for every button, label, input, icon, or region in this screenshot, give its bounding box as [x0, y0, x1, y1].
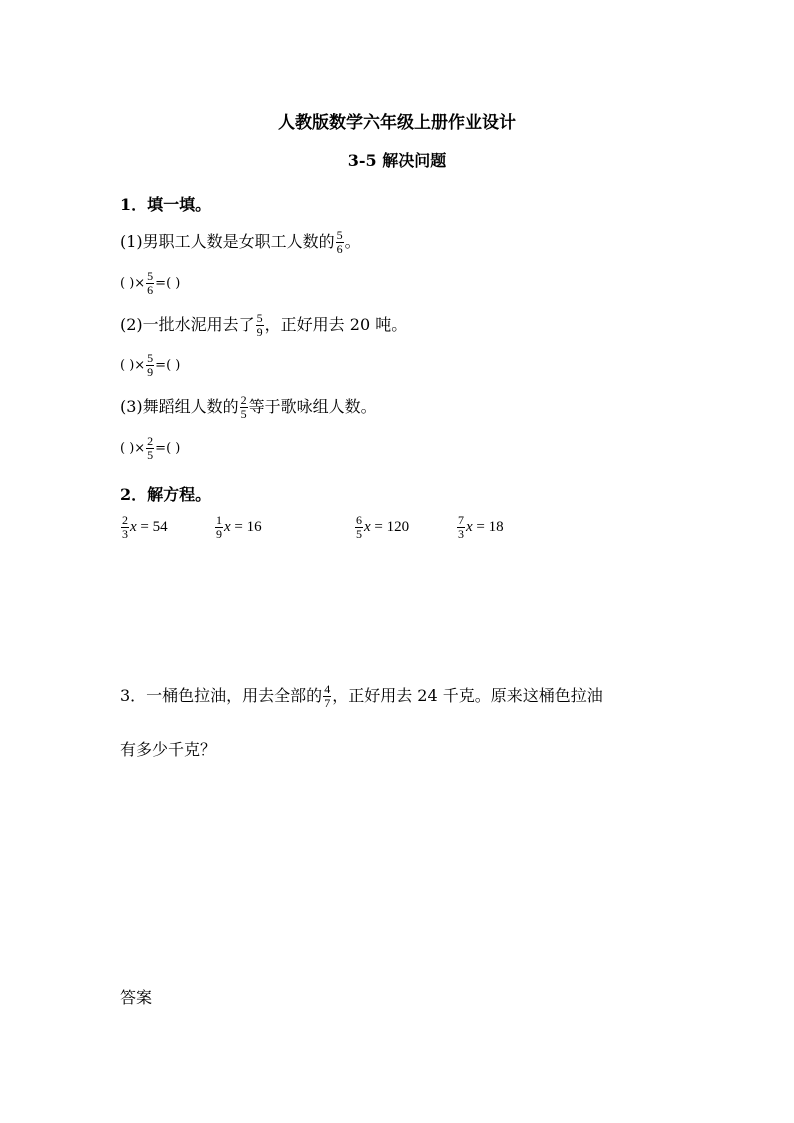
item1-fraction: $\frac{5}{6}$	[336, 228, 343, 256]
item3-statement-post: 等于歌咏组人数。	[248, 397, 377, 416]
equation-4: $\frac{7}{3}$ x = 18	[458, 513, 504, 541]
section1-item-2-blank: ( )× $\frac{5}{9}$ =( )	[120, 351, 181, 379]
section1-item-1-blank: ( )× $\frac{5}{6}$ =( )	[120, 269, 181, 297]
section1-item-1	[120, 229, 361, 256]
item3-fraction: $\frac{2}{5}$	[240, 393, 247, 421]
equation-1: $\frac{2}{3}$ x = 54	[122, 513, 168, 541]
section3-fraction: $\frac{4}{7}$	[324, 682, 331, 710]
item3-statement-pre: (3)舞蹈组人数的	[120, 397, 239, 416]
page-title: 人教版数学六年级上册作业设计	[278, 113, 516, 133]
section3-line2: 有多少千克？	[120, 740, 217, 759]
section1-item-2	[120, 312, 407, 339]
item2-statement-pre: (2)一批水泥用去了	[120, 315, 255, 334]
item2-statement-post: ，正好用去 20 吨。	[264, 315, 408, 334]
item2-fraction: $\frac{5}{9}$	[256, 311, 263, 339]
item1-statement-post: 。	[344, 232, 361, 251]
section1-item-3	[120, 394, 377, 421]
equation-3: $\frac{6}{5}$ x = 120	[356, 513, 410, 541]
page-subtitle: 3-5 解决问题	[347, 151, 447, 170]
section3-line1: 3．一桶色拉油，用去全部的 $\frac{4}{7}$ ，正好用去 24 千克。原来这桶色拉油	[120, 682, 603, 710]
section2-heading: 2．解方程。	[120, 485, 212, 504]
section1-heading: 1．填一填。	[120, 195, 212, 214]
item1-statement-pre: (1)男职工人数是女职工人数的	[120, 232, 335, 251]
answer-label: 答案	[120, 988, 153, 1007]
equation-2: $\frac{1}{9}$ x = 16	[216, 513, 262, 541]
section1-item-3-blank: ( )× $\frac{2}{5}$ =( )	[120, 434, 181, 462]
